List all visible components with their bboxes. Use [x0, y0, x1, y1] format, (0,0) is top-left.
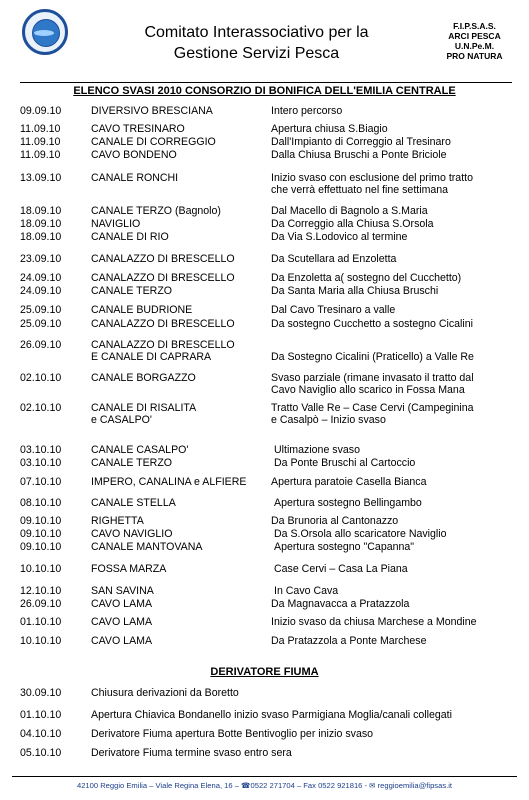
row-canal: IMPERO, CANALINA e ALFIERE [91, 476, 247, 488]
row-date: 03.10.10 [20, 457, 62, 469]
row-canal: CANALE TERZO [91, 285, 173, 297]
row-canal: CANALE RONCHI [91, 172, 179, 184]
fiuma-row-text: Apertura Chiavica Bondanello inizio svaso Parmigiana Moglia/canali collegati [91, 709, 452, 721]
row-date: 09.10.10 [20, 528, 62, 540]
row-description: Dal Macello di Bagnolo a S.Maria [271, 205, 428, 217]
row-description: Da Santa Maria alla Chiusa Bruschi [271, 285, 439, 297]
row-description: Intero percorso [271, 105, 343, 117]
fiuma-row-text: Derivatore Fiuma termine svaso entro sera [91, 747, 292, 759]
row-description: Svaso parziale (rimane invasato il tratto dal Cavo Naviglio allo scarico in Fossa Mana [271, 372, 474, 396]
row-date: 11.09.10 [20, 149, 61, 161]
row-canal: CANALE CASALPO' [91, 444, 189, 456]
row-description: Inizio svaso da chiusa Marchese a Mondine [271, 616, 477, 628]
row-description: Dalla Chiusa Bruschi a Ponte Briciole [271, 149, 447, 161]
row-canal: DIVERSIVO BRESCIANA [91, 105, 213, 117]
row-description: Da Enzoletta a( sostegno del Cucchetto) [271, 272, 462, 284]
row-description: Da Scutellara ad Enzoletta [271, 253, 397, 265]
row-date: 24.09.10 [20, 285, 62, 297]
row-canal: CANALE TERZO (Bagnolo) [91, 205, 221, 217]
row-date: 08.10.10 [20, 497, 62, 509]
row-date: 09.09.10 [20, 105, 62, 117]
row-date: 09.10.10 [20, 541, 62, 553]
association-fipsas: F.I.P.S.A.S. [453, 21, 496, 31]
row-description: Dal Cavo Tresinaro a valle [271, 304, 396, 316]
row-date: 10.10.10 [20, 563, 62, 575]
row-date: 03.10.10 [20, 444, 62, 456]
row-description: Dall'Impianto di Correggio al Tresinaro [271, 136, 451, 148]
row-date: 09.10.10 [20, 515, 62, 527]
fiuma-row-date: 01.10.10 [20, 709, 62, 721]
row-canal: CANALE DI CORREGGIO [91, 136, 216, 148]
row-canal: FOSSA MARZA [91, 563, 167, 575]
row-description: Apertura sostegno Bellingambo [274, 497, 422, 509]
row-canal: CANALE DI RIO [91, 231, 169, 243]
row-date: 18.09.10 [20, 231, 62, 243]
row-date: 11.09.10 [20, 136, 61, 148]
row-canal: CANALE MANTOVANA [91, 541, 203, 553]
fiuma-row-text: Derivatore Fiuma apertura Botte Bentivoglio per inizio svaso [91, 728, 374, 740]
row-description: Case Cervi – Casa La Piana [274, 563, 408, 575]
row-description: Da sostegno Cucchetto a sostegno Cicalini [271, 318, 473, 330]
row-date: 01.10.10 [20, 616, 62, 628]
row-description: Da Correggio alla Chiusa S.Orsola [271, 218, 434, 230]
row-description: Da Pratazzola a Ponte Marchese [271, 635, 427, 647]
row-canal: CANALE BUDRIONE [91, 304, 193, 316]
row-date: 13.09.10 [20, 172, 62, 184]
section-title-fiuma [0, 666, 529, 678]
row-canal: CAVO NAVIGLIO [91, 528, 173, 540]
row-date: 26.09.10 [20, 339, 62, 351]
row-description: Apertura paratoie Casella Bianca [271, 476, 427, 488]
row-date: 18.09.10 [20, 205, 62, 217]
row-description: Apertura chiusa S.Biagio [271, 123, 388, 135]
associations-list [432, 21, 517, 61]
fiuma-row-date: 30.09.10 [20, 687, 62, 699]
title-line-2: Gestione Servizi Pesca [173, 45, 340, 62]
row-description: Da Sostegno Cicalini (Praticello) a Valle Re [271, 351, 474, 363]
row-canal: NAVIGLIO [91, 218, 141, 230]
section-title-fiuma-text: DERIVATORE FIUMA [210, 666, 319, 678]
row-canal: CANALE BORGAZZO [91, 372, 196, 384]
row-description: Da Via S.Lodovico al termine [271, 231, 408, 243]
row-canal: CANALAZZO DI BRESCELLO E CANALE DI CAPRARA [91, 339, 235, 363]
row-description: Inizio svaso con esclusione del primo tratto che verrà effettuato nel fine settimana [271, 172, 473, 196]
fipsas-logo [22, 9, 68, 55]
row-date: 11.09.10 [20, 123, 61, 135]
row-canal: CAVO LAMA [91, 598, 153, 610]
row-date: 18.09.10 [20, 218, 62, 230]
header-divider [20, 82, 512, 83]
row-date: 25.09.10 [20, 304, 62, 316]
association-pro-natura: PRO NATURA [446, 51, 503, 61]
row-canal: CAVO BONDENO [91, 149, 177, 161]
row-canal: CAVO LAMA [91, 635, 153, 647]
association-arci-pesca: ARCI PESCA [448, 31, 501, 41]
footer-divider [12, 776, 517, 777]
fiuma-row-date: 05.10.10 [20, 747, 62, 759]
committee-title [84, 22, 429, 64]
row-canal: CANALE STELLA [91, 497, 176, 509]
row-date: 10.10.10 [20, 635, 62, 647]
row-description: Da Magnavacca a Pratazzola [271, 598, 410, 610]
row-description: Tratto Valle Re – Case Cervi (Campeginina e Casalpò – Inizio svaso [271, 402, 474, 426]
fish-icon [34, 30, 54, 36]
row-canal: CAVO TRESINARO [91, 123, 185, 135]
footer-contact: 42100 Reggio Emilia – Viale Regina Elena, 16 – ☎0522 271704 – Fax 0522 921816 - ✉ reggioemilia@fipsas.it [76, 781, 453, 790]
row-canal: CANALAZZO DI BRESCELLO [91, 272, 235, 284]
section-title-svasi-text: ELENCO SVASI 2010 CONSORZIO DI BONIFICA DELL'EMILIA CENTRALE [73, 85, 456, 97]
row-description: Da Ponte Bruschi al Cartoccio [274, 457, 416, 469]
row-description: Da S.Orsola allo scaricatore Naviglio [274, 528, 447, 540]
section-title-svasi [0, 85, 529, 97]
row-description: In Cavo Cava [274, 585, 339, 597]
row-date: 24.09.10 [20, 272, 62, 284]
association-unpem: U.N.Pe.M. [454, 41, 495, 51]
row-canal: CANALAZZO DI BRESCELLO [91, 318, 235, 330]
row-canal: CANALE TERZO [91, 457, 173, 469]
title-line-1: Comitato Interassociativo per la [144, 24, 369, 41]
row-canal: CANALE DI RISALITA e CASALPO' [91, 402, 197, 426]
row-date: 25.09.10 [20, 318, 62, 330]
fiuma-row-text: Chiusura derivazioni da Boretto [91, 687, 239, 699]
row-date: 02.10.10 [20, 402, 62, 414]
row-date: 02.10.10 [20, 372, 62, 384]
row-date: 26.09.10 [20, 598, 62, 610]
row-canal: CAVO LAMA [91, 616, 153, 628]
row-date: 23.09.10 [20, 253, 62, 265]
row-date: 07.10.10 [20, 476, 62, 488]
row-description: Apertura sostegno "Capanna" [274, 541, 415, 553]
row-date: 12.10.10 [20, 585, 62, 597]
row-canal: SAN SAVINA [91, 585, 154, 597]
row-canal: CANALAZZO DI BRESCELLO [91, 253, 235, 265]
row-description: Ultimazione svaso [274, 444, 360, 456]
row-canal: RIGHETTA [91, 515, 144, 527]
row-description: Da Brunoria al Cantonazzo [271, 515, 399, 527]
fiuma-row-date: 04.10.10 [20, 728, 62, 740]
